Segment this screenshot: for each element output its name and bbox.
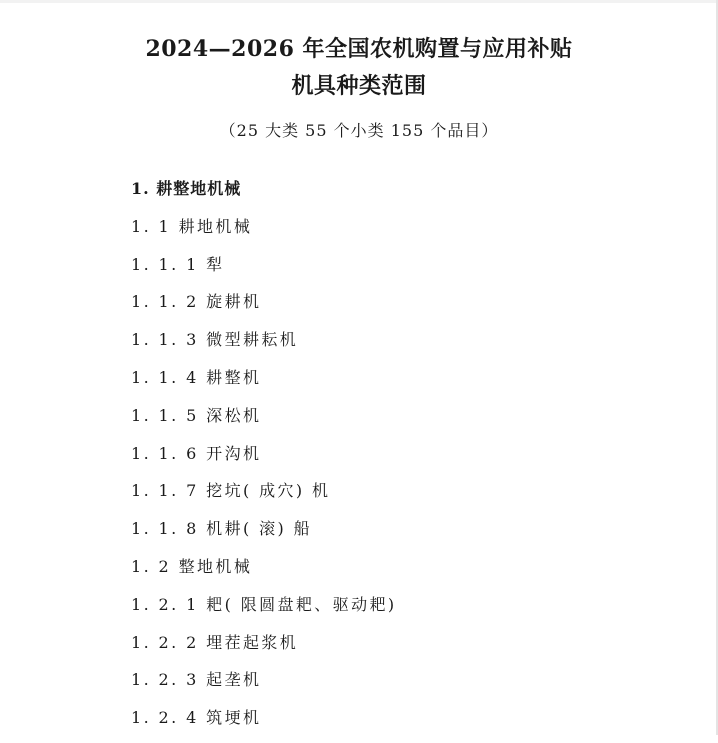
document-title-line-1: 2024—2026 年全国农机购置与应用补贴: [145, 36, 573, 62]
list-item: 1. 1. 2 旋耕机: [131, 292, 262, 312]
list-item: 1. 1. 4 耕整机: [131, 367, 262, 387]
subcategory-item: 1. 1 耕地机械: [131, 216, 253, 236]
category-heading: 1. 耕整地机械: [131, 179, 242, 198]
subcategory-item: 1. 2 整地机械: [131, 556, 253, 576]
page-top-edge: [0, 0, 718, 3]
list-item: 1. 1. 6 开沟机: [131, 443, 262, 463]
document-subtitle: （25 大类 55 个小类 155 个品目）: [219, 121, 499, 140]
category-list: [131, 176, 397, 743]
document-title-line-2: 机具种类范围: [291, 73, 427, 99]
list-item: 1. 1. 1 犁: [131, 254, 225, 274]
list-item: 1. 2. 2 埋茬起浆机: [131, 632, 299, 652]
list-item: 1. 1. 8 机耕( 滚) 船: [131, 519, 313, 539]
list-item: 1. 1. 5 深松机: [131, 405, 262, 425]
list-item: 1. 1. 3 微型耕耘机: [131, 330, 299, 350]
list-item: 1. 2. 3 起垄机: [131, 670, 262, 690]
list-item: 1. 2. 4 筑埂机: [131, 708, 262, 728]
list-item: 1. 2. 1 耙( 限圆盘耙、驱动耙): [131, 594, 397, 614]
list-item: 1. 1. 7 挖坑( 成穴) 机: [131, 481, 331, 501]
